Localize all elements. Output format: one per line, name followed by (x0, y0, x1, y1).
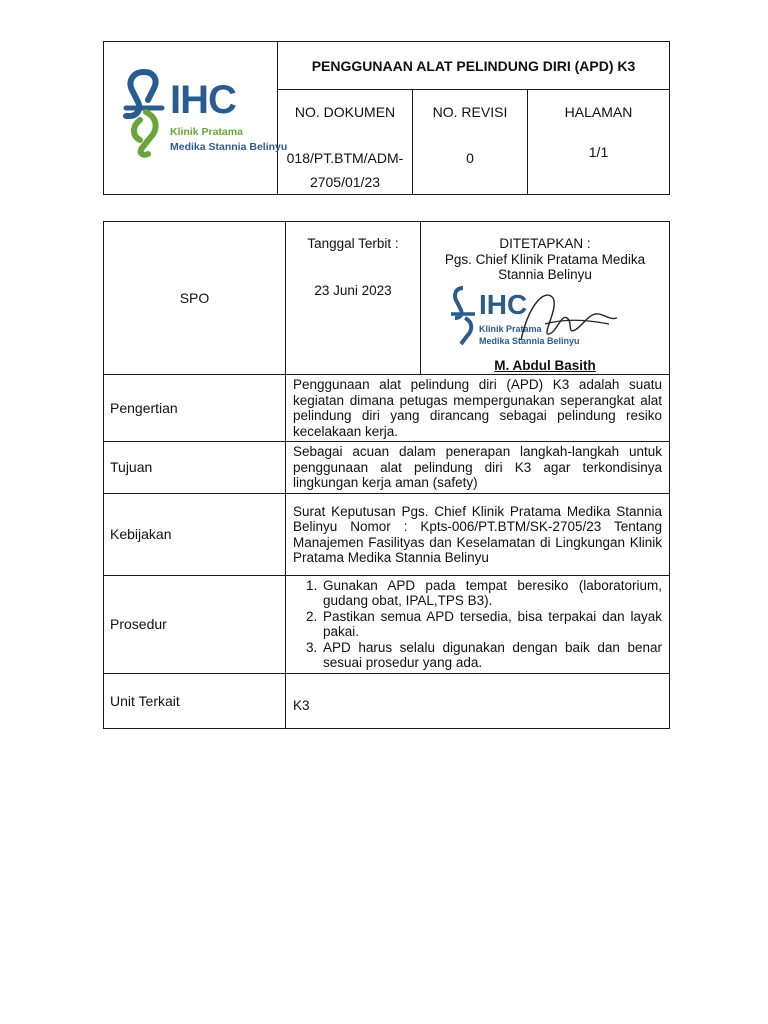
unit-terkait-label: Unit Terkait (104, 673, 286, 728)
signer-name: M. Abdul Basith (494, 358, 596, 373)
issue-date-cell (286, 222, 421, 375)
pengertian-text: Penggunaan alat pelindung diri (APD) K3 adalah suatu kegiatan dimana petugas mempergunakan seperangkat alat pelindung diri yang dirancang sebagai pelindung resiko kecelakaan kerja. (286, 375, 670, 442)
document-header-table (103, 41, 670, 195)
prosedur-steps-list (293, 578, 662, 671)
document-title: PENGGUNAAN ALAT PELINDUNG DIRI (APD) K3 (278, 42, 670, 90)
logo-subtitle-line1: Klinik Pratama (170, 126, 243, 138)
page-label: HALAMAN (564, 104, 633, 120)
page-value: 1/1 (588, 144, 609, 160)
revision-label: NO. REVISI (432, 104, 508, 120)
doc-number-line2: 2705/01/23 (309, 174, 381, 190)
approved-label: DITETAPKAN : (499, 236, 591, 251)
doc-number-line1: 018/PT.BTM/ADM- (286, 150, 404, 166)
kebijakan-label: Kebijakan (104, 493, 286, 575)
kebijakan-cell (286, 493, 670, 575)
prosedur-step: 3. APD harus selalu digunakan dengan baik dan benar sesuai prosedur yang ada. (321, 640, 662, 671)
svg-text:Klinik Pratama: Klinik Pratama (479, 324, 542, 334)
logo-cell (104, 42, 288, 195)
doc-number-value (278, 146, 412, 194)
kebijakan-text: Surat Keputusan Pgs. Chief Klinik Pratama Medika Stannia Belinyu Nomor : Kpts-006/PT.BTM/SK-2705/23 Tentang Manajemen Fasilityas dan Keselamatan di Lingkungan Klinik Pratama Medika Stannia Belinyu (293, 503, 662, 565)
spo-table (103, 221, 670, 729)
clinic-logo (122, 68, 288, 158)
prosedur-label: Prosedur (104, 575, 286, 673)
svg-text:Medika Stannia Belinyu: Medika Stannia Belinyu (479, 336, 580, 346)
issue-date-value: 23 Juni 2023 (314, 283, 392, 298)
logo-subtitle-line2: Medika Stannia Belinyu (170, 141, 288, 153)
ihc-logo-mark-icon (122, 68, 168, 158)
doc-number-label: NO. DOKUMEN (294, 104, 396, 120)
prosedur-step: 2. Pastikan semua APD tersedia, bisa terpakai dan layak pakai. (321, 609, 662, 640)
pengertian-label: Pengertian (104, 375, 286, 442)
issue-date-label: Tanggal Terbit : (307, 236, 399, 251)
spo-label: SPO (104, 222, 286, 375)
prosedur-cell (286, 575, 670, 673)
prosedur-step: 1. Gunakan APD pada tempat beresiko (laboratorium, gudang obat, IPAL,TPS B3). (321, 578, 662, 609)
unit-terkait-value: K3 (293, 697, 310, 713)
page-cell (528, 90, 670, 195)
logo-brand-text: IHC (170, 78, 236, 122)
approval-cell (421, 222, 670, 375)
revision-cell (413, 90, 528, 195)
approver-title: Pgs. Chief Klinik Pratama Medika Stannia Belinyu (444, 251, 646, 282)
doc-number-cell (278, 90, 413, 195)
signature-stamp-icon (449, 284, 619, 350)
tujuan-text: Sebagai acuan dalam penerapan langkah-langkah untuk penggunaan alat pelindung diri K3 agar terkondisinya lingkungan kerja aman (safety) (286, 442, 670, 494)
revision-value: 0 (466, 150, 474, 166)
svg-text:IHC: IHC (479, 289, 528, 320)
tujuan-label: Tujuan (104, 442, 286, 494)
unit-terkait-cell (286, 673, 670, 728)
